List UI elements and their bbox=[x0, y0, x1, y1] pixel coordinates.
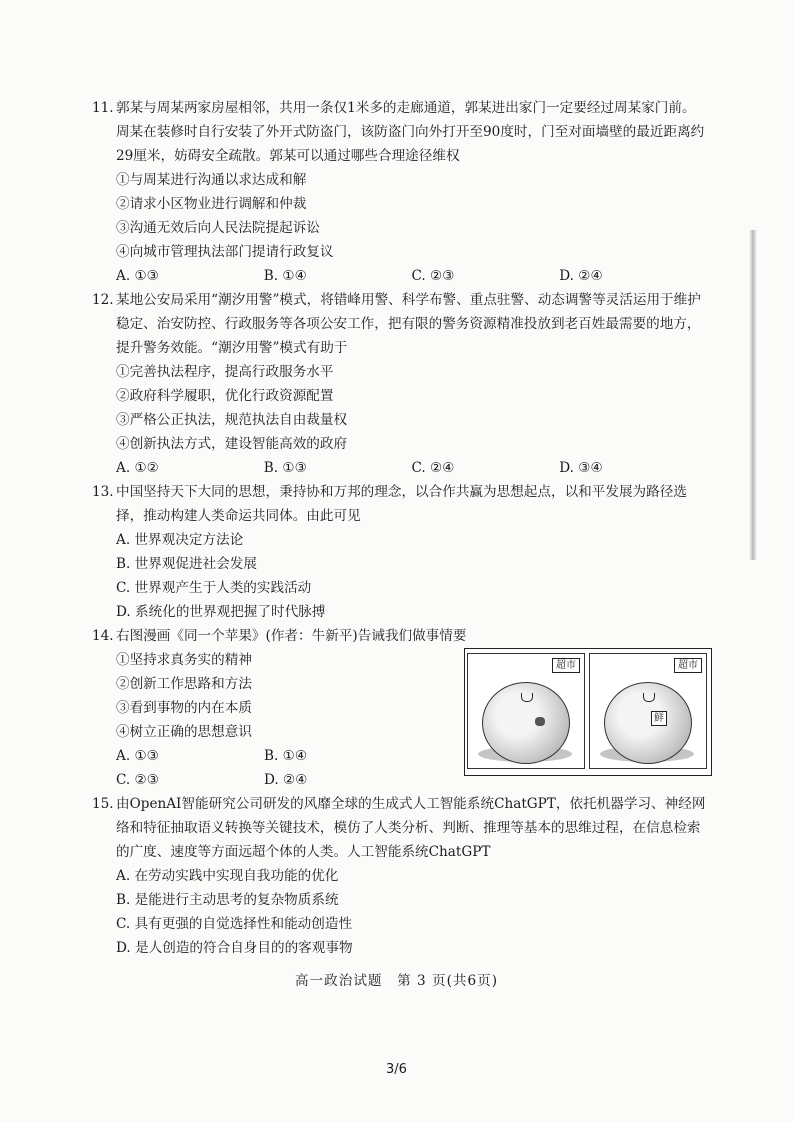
apple-icon bbox=[604, 682, 692, 764]
scan-edge-shadow bbox=[749, 230, 757, 560]
statement: ②请求小区物业进行调解和仲裁 bbox=[116, 196, 307, 212]
answer-options bbox=[92, 456, 707, 480]
question-number: 12. bbox=[92, 292, 114, 308]
question-stem: 郭某与周某两家房屋相邻，共用一条仅1米多的走廊通道，郭某进出家门一定要经过周某家门前。周某在装修时自行安装了外开式防盗门，该防盗门向外打开至90度时，门至对面墙壁的最近距离约29厘米，妨碍安全疏散。郭某可以通过哪些合理途径维权 bbox=[116, 100, 705, 164]
comic-same-apple bbox=[464, 648, 712, 776]
statement: ③看到事物的内在本质 bbox=[116, 700, 252, 716]
question-number: 14. bbox=[92, 628, 114, 644]
option-c: C. ②③ bbox=[411, 268, 455, 284]
page-footer: 高一政治试题 第 3 页(共6页) bbox=[294, 973, 499, 989]
question-stem: 右图漫画《同一个苹果》(作者：牛新平)告诫我们做事情要 bbox=[116, 628, 467, 644]
option-a: A. ①③ bbox=[116, 748, 159, 764]
page-number: 3/6 bbox=[386, 1062, 407, 1077]
question-list bbox=[92, 96, 707, 960]
option-a: A. ①③ bbox=[116, 268, 159, 284]
statement: ①坚持求真务实的精神 bbox=[116, 652, 252, 668]
apple-stem bbox=[521, 693, 533, 702]
question-number: 13. bbox=[92, 484, 114, 500]
statement: ②创新工作思路和方法 bbox=[116, 676, 252, 692]
option-b: B. ①③ bbox=[263, 460, 307, 476]
question-13 bbox=[92, 480, 707, 624]
answer-options bbox=[92, 264, 707, 288]
question-number: 15. bbox=[92, 796, 114, 812]
supermarket-sign: 超市 bbox=[552, 658, 580, 673]
option-d: D. ③④ bbox=[559, 460, 603, 476]
question-number: 11. bbox=[92, 100, 114, 116]
question-stem: 由OpenAI智能研究公司研发的风靡全球的生成式人工智能系统ChatGPT，依托机器学习、神经网络和特征抽取语义转换等关键技术，模仿了人类分析、判断、推理等基本的思维过程，在信息检索的广度、速度等方面远超个体的人类。人工智能系统ChatGPT bbox=[116, 796, 706, 860]
supermarket-sign: 超市 bbox=[674, 658, 702, 673]
option-c: C. 具有更强的自觉选择性和能动创造性 bbox=[116, 916, 353, 932]
statement: ④向城市管理执法部门提请行政复议 bbox=[116, 244, 334, 260]
option-a: A. 世界观决定方法论 bbox=[116, 532, 244, 548]
statement: ①与周某进行沟通以求达成和解 bbox=[116, 172, 307, 188]
option-c: C. ②④ bbox=[411, 460, 455, 476]
apple-stem bbox=[643, 693, 655, 702]
option-c: C. 世界观产生于人类的实践活动 bbox=[116, 580, 312, 596]
statement: ④创新执法方式，建设智能高效的政府 bbox=[116, 436, 348, 452]
option-b: B. 是能进行主动思考的复杂物质系统 bbox=[116, 892, 339, 908]
option-b: B. ①④ bbox=[263, 268, 307, 284]
option-d: D. ②④ bbox=[559, 268, 603, 284]
option-d: D. ②④ bbox=[264, 772, 308, 788]
question-stem: 某地公安局采用“潮汐用警”模式，将错峰用警、科学布警、重点驻警、动态调警等灵活运用于维护稳定、治安防控、行政服务等各项公安工作，把有限的警务资源精准投放到老百姓最需要的地方，提升警务效能。“潮汐用警”模式有助于 bbox=[116, 292, 701, 356]
statement: ①完善执法程序，提高行政服务水平 bbox=[116, 364, 334, 380]
option-a: A. 在劳动实践中实现自我功能的优化 bbox=[116, 868, 339, 884]
option-a: A. ①② bbox=[116, 460, 159, 476]
question-stem: 中国坚持天下大同的思想，秉持协和万邦的理念，以合作共赢为思想起点，以和平发展为路径选择，推动构建人类命运共同体。由此可见 bbox=[116, 484, 687, 524]
question-11 bbox=[92, 96, 707, 288]
comic-panel-left bbox=[467, 653, 585, 769]
question-12 bbox=[92, 288, 707, 480]
question-14 bbox=[92, 624, 707, 792]
comic-panel-right bbox=[589, 653, 707, 769]
apple-icon bbox=[482, 682, 570, 764]
option-d: D. 是人创造的符合自身目的的客观事物 bbox=[116, 940, 353, 956]
statement: ②政府科学履职，优化行政资源配置 bbox=[116, 388, 334, 404]
statement: ③严格公正执法，规范执法自由裁量权 bbox=[116, 412, 348, 428]
option-b: B. 世界观促进社会发展 bbox=[116, 556, 257, 572]
statement: ③沟通无效后向人民法院提起诉讼 bbox=[116, 220, 320, 236]
option-d: D. 系统化的世界观把握了时代脉搏 bbox=[116, 604, 326, 620]
rotten-spot bbox=[535, 717, 545, 726]
question-15 bbox=[92, 792, 707, 960]
option-b: B. ①④ bbox=[264, 748, 308, 764]
fresh-sticker: 鲜 bbox=[651, 711, 667, 726]
option-c: C. ②③ bbox=[116, 772, 159, 788]
statement: ④树立正确的思想意识 bbox=[116, 724, 252, 740]
